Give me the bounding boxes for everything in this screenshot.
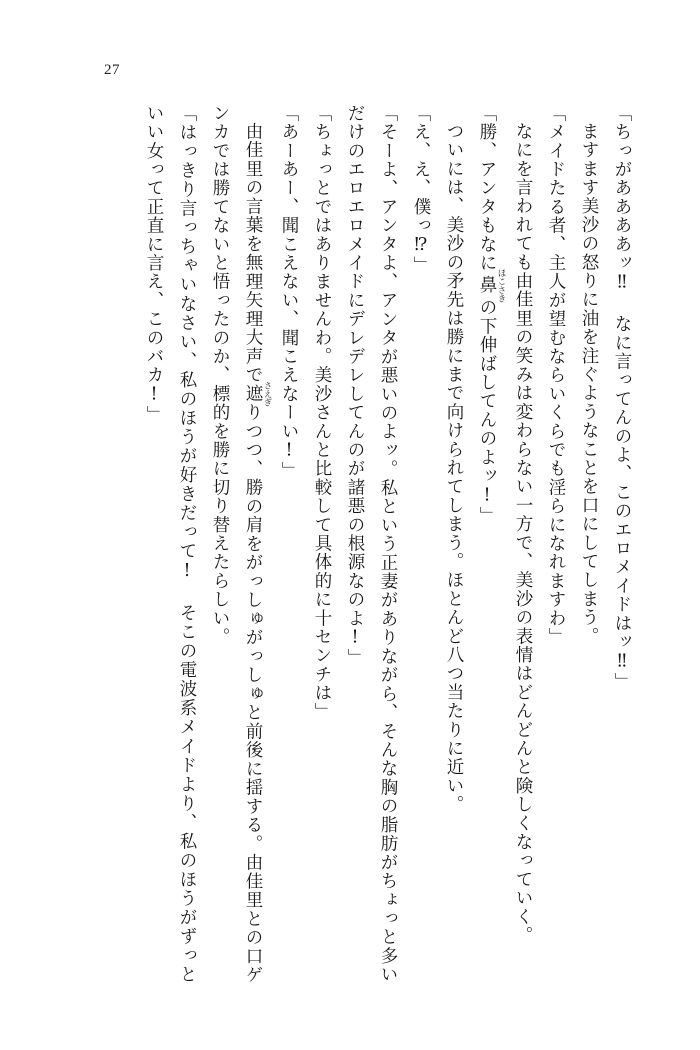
page-text-body <box>62 104 638 984</box>
paragraph: 「はっきり言っちゃいなさい、私のほうが好きだって! そこの電波系メイドより、私のほうがずっといい女って正直に言え、このバカ!」 <box>144 104 197 984</box>
page-number: 27 <box>104 62 120 78</box>
paragraph: ついには、美沙の矛先は勝にまで向けられてしまう。ほとんど八つ当たりに近い。 <box>444 121 464 814</box>
ruby-annotation: 鼻 ほこさき <box>477 268 506 303</box>
paragraph: 「勝、アンタもなに鼻 ほこさきの下伸ばしてんのよッ!」 <box>477 104 506 526</box>
paragraph: 「ちょっとではありませんわ。美沙さんと比較して具体的に十センチは」 <box>312 104 332 722</box>
paragraph: 「あーあー、聞こえない、聞こえなーい!」 <box>279 104 299 481</box>
paragraph: 由佳里の言葉を無理矢理大声で遮 さえぎりつつ、勝の肩をがっしゅがっしゅと前後に揺する。由佳里との口ゲンカでは勝てないと悟ったのか、標的を勝に切り替えたらしい。 <box>210 104 272 984</box>
paragraph: 「メイドたる者、主人が望むならいくらでも淫らになれますわ」 <box>546 104 566 647</box>
ruby-annotation: 遮 さえぎ <box>243 380 272 407</box>
paragraph: 「ちっがああああッ‼ なに言ってんのよ、このエロメイドはッ‼」 <box>612 104 632 692</box>
paragraph: 「え、え、僕っ⁉」 <box>411 104 431 275</box>
paragraph: なにを言われても由佳里の笑みは変わらない一方で、美沙の表情はどんどんと険しくなっていく。 <box>513 121 533 945</box>
paragraph: ますます美沙の怒りに油を注ぐようなことを口にしてしまう。 <box>579 121 599 646</box>
paragraph: 「そーよ、アンタよ、アンタが悪いのよッ。私という正妻がありながら、そんな胸の脂肪がちょっと多いだけのエロエロメイドにデレデレしてんのが諸悪の根源なのよ!」 <box>345 104 398 984</box>
